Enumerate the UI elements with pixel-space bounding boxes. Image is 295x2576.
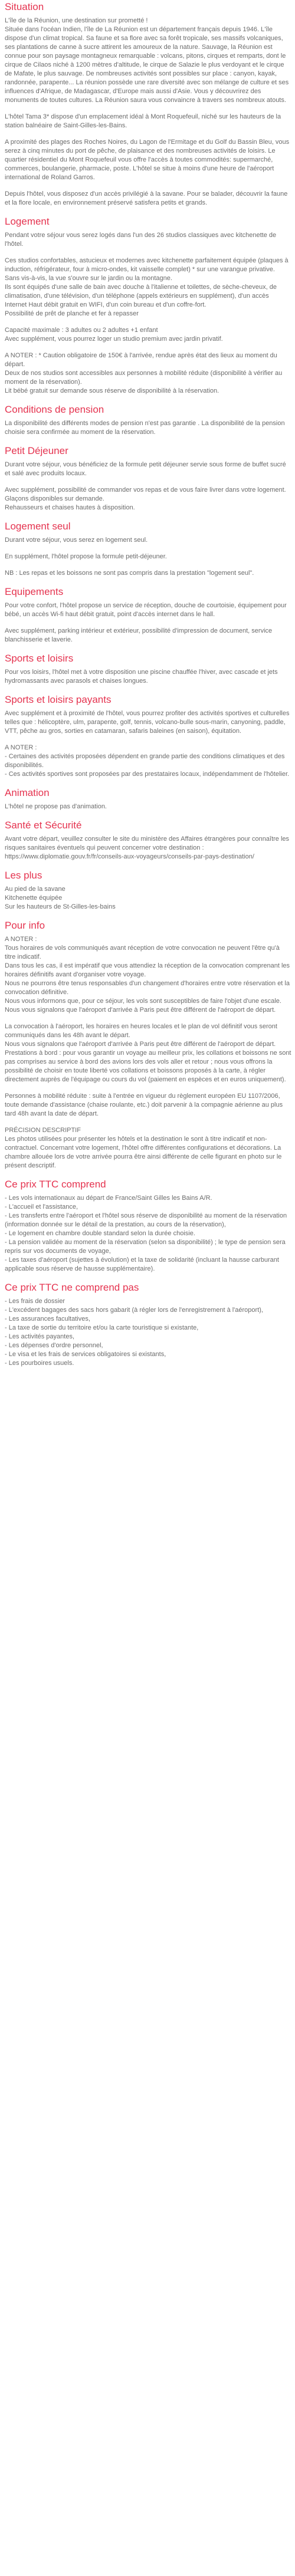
section-sante-securite — [5, 820, 291, 861]
equipements-paragraph-1: Pour votre confort, l'hôtel propose un service de réception, douche de courtoisie, équipement pour bébé, un accès Wi-fi haut débit gratuit, point d'accès internet dans le hall. — [5, 602, 287, 618]
animation-paragraph: L'hôtel ne propose pas d'animation. — [5, 803, 107, 810]
section-conditions-pension — [5, 404, 291, 437]
situation-paragraph-3: A proximité des plages des Roches Noires, du Lagon de l'Ermitage et du Golf du Bassin Bleu, vous serez à cinq minutes du port de pêche, de plaisance et des nombreuses activités de loisirs. Le quartier résidentiel du Mont Roquefeuil vous offre l'accès à toutes commodités: supermarché, commerces, boulangerie, pharmacie, poste. L'hôtel se situe à moins d'une heure de l'aéroport international de Roland Garros. — [5, 139, 290, 181]
logement-seul-paragraph-1: Durant votre séjour, vous serez en logement seul. — [5, 537, 148, 544]
petit-dejeuner-paragraph-1: Durant votre séjour, vous bénéficiez de la formule petit déjeuner servie sous forme de buffet sucré et salé avec produits locaux. — [5, 461, 286, 477]
pour-info-paragraph-2: La convocation à l'aéroport, les horaires en heures locales et le plan de vol définitif vous seront communiqués dans les 48h avant le départ. Nous vous signalons que l'aéroport d'arrivée à Paris peut être différent de l'aéroport de départ. Prestations à bord : pour vous garantir un voyage au meilleur prix, les collations et boissons ne sont pas comprises au service à bord des avions lors des vols aller et retour ; nous vous offrons la possibilité de choisir en toute liberté vos collations et boissons proposés à la carte, à régler directement auprès de l'équipage ou cours du vol (paiement en espèces et en euros uniquement). — [5, 1023, 291, 1083]
section-title-pour-info: Pour info — [5, 920, 45, 931]
situation-paragraph-4: Depuis l'hôtel, vous disposez d'un accès privilégié à la savane. Pour se balader, découvrir la faune et la flore locale, en environnement préservé satisfera petits et grands. — [5, 190, 288, 206]
section-title-logement-seul: Logement seul — [5, 521, 71, 532]
section-title-sports-loisirs-payants: Sports et loisirs payants — [5, 694, 112, 705]
section-title-conditions-pension: Conditions de pension — [5, 404, 104, 415]
section-title-prix-ne-comprend-pas: Ce prix TTC ne comprend pas — [5, 1282, 139, 1293]
equipements-paragraph-2: Avec supplément, parking intérieur et extérieur, possibilité d'impression de document, service blanchisserie et laverie. — [5, 627, 273, 643]
section-title-prix-comprend: Ce prix TTC comprend — [5, 1179, 106, 1190]
section-title-animation: Animation — [5, 787, 50, 798]
section-sports-loisirs — [5, 653, 291, 686]
section-les-plus — [5, 870, 291, 912]
section-prix-ne-comprend-pas — [5, 1282, 291, 1368]
section-title-sports-loisirs: Sports et loisirs — [5, 653, 74, 664]
sports-loisirs-payants-paragraph-2: A NOTER : - Certaines des activités proposées dépendent en grande partie des conditions climatiques et des disponibilités. - Ces activités sportives sont proposées par des prestataires locaux, indépendamment de l'hôtelier. — [5, 744, 290, 778]
situation-paragraph-2: L'hôtel Tama 3* dispose d'un emplacement idéal à Mont Roquefeuil, niché sur les hauteurs de la station balnéaire de Saint-Gilles-les-Bains. — [5, 113, 281, 129]
section-title-logement: Logement — [5, 216, 50, 227]
logement-paragraph-4: A NOTER : * Caution obligatoire de 150€ à l'arrivée, rendue après état des lieux au moment du départ. Deux de nos studios sont accessibles aux personnes à mobilité réduite (disponibilité à vérifier au moment de la réservation). Lit bébé gratuit sur demande sous réserve de disponibilité à la réservation. — [5, 352, 283, 394]
situation-paragraph-1: L'île de la Réunion, une destination sur prometté ! Située dans l'océan Indien, l'île de La Réunion est un département français depuis 1946. L'île dispose d'un climat tropical. Sa faune et sa flore avec sa forêt tropicale, ses massifs volcaniques, ses plantations de canne à sucre attirent les amoureux de la nature. Sauvage, la Réunion est connue pour son paysage montagneux remarquable : volcans, pitons, cirques et remparts, dont le cirque de Cilaos niché à 1200 mètres d'altitude, le cirque de Salazie le plus verdoyant et le cirque de Mafate, le plus sauvage. De nombreuses activités sont possibles sur place : canyon, kayak, randonnée, parapente... La réunion possède une rare diversité avec son mélange de culture et ses influences d'Afrique, de Madagascar, d'Europe mais aussi d'Asie. Vous y découvrirez des monuments de toutes cultures. La Réunion saura vous convaincre à travers ses nombreux atouts. — [5, 17, 289, 104]
section-logement — [5, 216, 291, 396]
section-pour-info — [5, 920, 291, 1170]
section-situation — [5, 1, 291, 208]
section-title-situation: Situation — [5, 1, 44, 12]
section-title-les-plus: Les plus — [5, 870, 42, 881]
les-plus-paragraph: Au pied de la savane Kitchenette équipée Sur les hauteurs de St-Gilles-les-bains — [5, 886, 116, 910]
section-sports-loisirs-payants — [5, 694, 291, 779]
section-equipements — [5, 586, 291, 644]
sports-loisirs-payants-paragraph-1: Avec supplément et à proximité de l'hôtel, vous pourrez profiter des activités sportives et culturelles telles que : hélicoptère, ulm, parapente, golf, tennis, volcano-bulle sous-marin, canyoning, paddle, VTT, pêche au gros, sorties en catamaran, safaris baleines (en saison), équitation. — [5, 710, 290, 735]
pour-info-paragraph-3: Personnes à mobilité réduite : suite à l'entrée en vigueur du règlement européen EU 1107/2006, toute demande d'assistance (chaise roulante, etc.) doit parvenir à la compagnie aérienne au plus tard 48h avant la date de départ. — [5, 1093, 283, 1117]
section-logement-seul — [5, 521, 291, 578]
petit-dejeuner-paragraph-2: Avec supplément, possibilité de commander vos repas et de vous faire livrer dans votre logement. Glaçons disponibles sur demande. Rehausseurs et chaises hautes à disposition. — [5, 486, 286, 511]
logement-seul-paragraph-2: En supplément, l'hôtel propose la formule petit-déjeuner. — [5, 553, 167, 560]
section-title-petit-dejeuner: Petit Déjeuner — [5, 445, 68, 456]
section-animation — [5, 787, 291, 811]
logement-paragraph-1: Pendant votre séjour vous serez logés dans l'un des 26 studios classiques avec kitchenette de l'hôtel. — [5, 232, 277, 248]
logement-seul-paragraph-3: NB : Les repas et les boissons ne sont pas compris dans la prestation "logement seul". — [5, 570, 254, 577]
sports-loisirs-paragraph: Pour vos loisirs, l'hôtel met à votre disposition une piscine chauffée l'hiver, avec cascade et jets hydromassants avec parasols et chaises longues. — [5, 669, 278, 685]
conditions-pension-paragraph: La disponibilité des différents modes de pension n'est pas garantie . La disponibilité de la pension choisie sera confirmée au moment de la réservation. — [5, 420, 285, 436]
hotel-description-page — [0, 1, 295, 1387]
logement-paragraph-2: Ces studios confortables, astucieux et modernes avec kitchenette parfaitement équipée (plaques à induction, réfrigérateur, four à micro-ondes, kit vaisselle complet) * sur une varangue privative. Sans vis-à-vis, la vue s'ouvre sur le jardin ou la montagne. Ils sont équipés d'une salle de bain avec douche à l'italienne et toilettes, de sèche-cheveux, de climatisation, d'une télévision, d'un téléphone (appels extérieurs en supplément), d'un accès Internet Haut débit gratuit en WIFI, d'un coin bureau et d'un coffre-fort. Possibilité de prêt de planche et fer à repasser — [5, 257, 289, 317]
prix-ne-comprend-pas-list: - Les frais de dossier - L'excédent bagages des sacs hors gabarit (à régler lors de l'enregistrement à l'aéroport), - Les assurances facultatives, - La taxe de sortie du territoire et/ou la carte touristique si existante, - Les activités payantes, - Les dépenses d'ordre personnel, - Le visa et les frais de services obligatoires si existants, - Les pourboires usuels. — [5, 1298, 263, 1367]
section-title-sante-securite: Santé et Sécurité — [5, 820, 82, 831]
logement-paragraph-3: Capacité maximale : 3 adultes ou 2 adultes +1 enfant Avec supplément, vous pourrez loger un studio premium avec jardin privatif. — [5, 327, 223, 343]
section-title-equipements: Equipements — [5, 586, 64, 597]
section-prix-comprend — [5, 1179, 291, 1274]
section-petit-dejeuner — [5, 445, 291, 512]
sante-securite-paragraph: Avant votre départ, veuillez consulter le site du ministère des Affaires étrangères pour connaître les risques sanitaires éventuels qui peuvent concerner votre destination : https://www.diplomatie.gouv.fr/fr/conseils-aux-voyageurs/conseils-par-pays-destination/ — [5, 835, 290, 860]
prix-comprend-list: - Les vols internationaux au départ de France/Saint Gilles les Bains A/R. - L'accueil et l'assistance, - Les transferts entre l'aéroport et l'hôtel sous réserve de disponibilité au moment de la réservation (information donnée sur le détail de la prestation, au cours de la réservation), - Le logement en chambre double standard selon la durée choisie. - La pension validée au moment de la réservation (selon sa disponibilité) ; le type de pension sera repris sur vos documents de voyage, - Les taxes d'aéroport (sujettes à évolution) et la taxe de solidarité (incluant la hausse carburant applicable sous réserve de hausse supplémentaire). — [5, 1195, 287, 1272]
pour-info-paragraph-4: PRÉCISION DESCRIPTIF Les photos utilisées pour présenter les hôtels et la destination le sont à titre indicatif et non-contractuel. Concernant votre logement, l'hôtel offre différentes configurations et décorations. La chambre allouée lors de votre arrivée pourra être ainsi différente de celle figurant en photo sur le présent descriptif. — [5, 1127, 282, 1169]
pour-info-paragraph-1: A NOTER : Tous horaires de vols communiqués avant réception de votre convocation ne peuvent l'être qu'à titre indicatif. Dans tous les cas, il est impératif que vous attendiez la réception de la convocation comprenant les horaires définitifs avant d'organiser votre voyage. Nous ne pourrons être tenus responsables d'un changement d'horaires entre votre réservation et la convocation définitive. Nous vous informons que, pour ce séjour, les vols sont susceptibles de faire l'objet d'une escale. Nous vous signalons que l'aéroport d'arrivée à Paris peut être différent de l'aéroport de départ. — [5, 936, 290, 1014]
